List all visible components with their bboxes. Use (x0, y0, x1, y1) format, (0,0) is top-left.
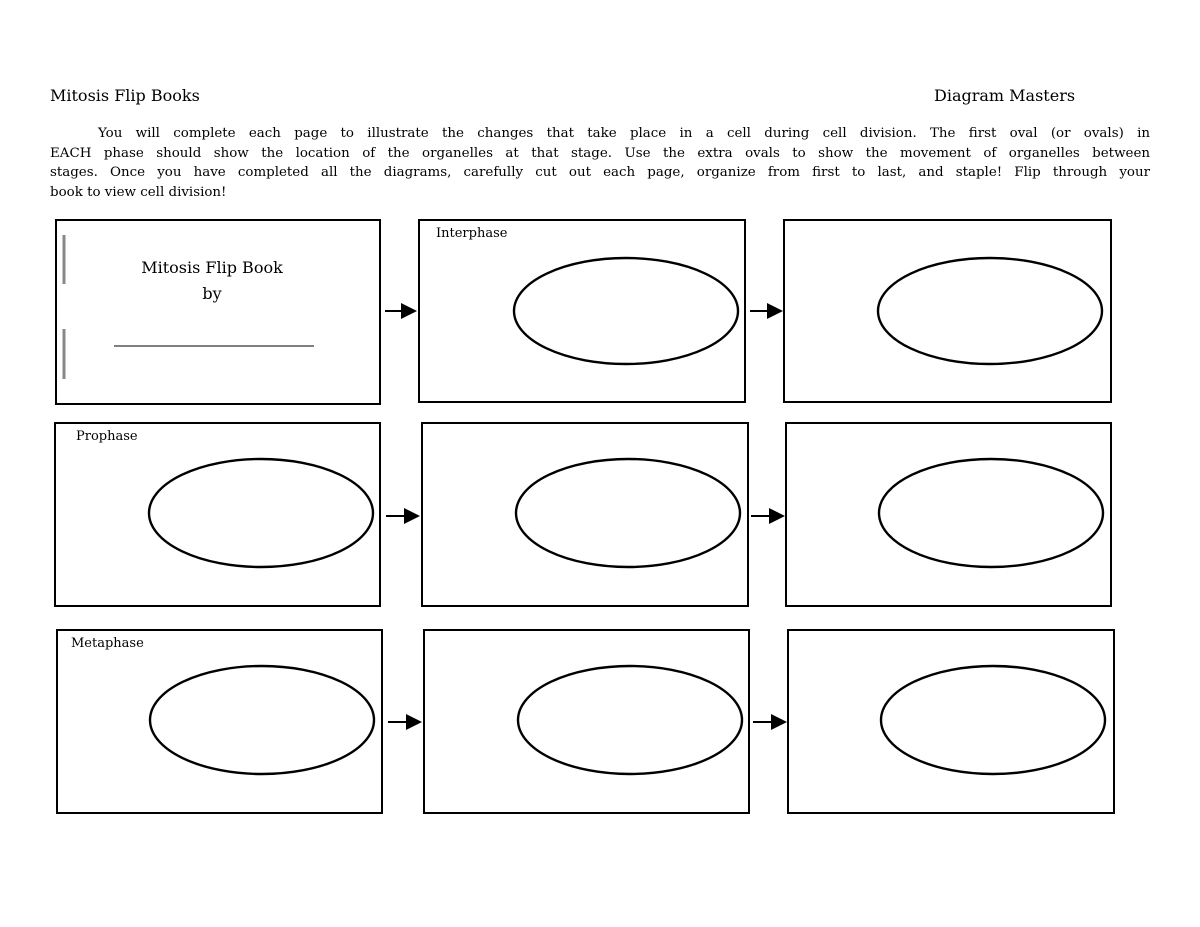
page-box (57, 630, 382, 813)
cell-oval (879, 459, 1103, 567)
page-box (55, 423, 380, 606)
instruction-line: EACH phase should show the location of the organelles at that stage. Use the extra ovals to show the movement of organelles between (50, 145, 1150, 161)
phase-label-prophase: Prophase (76, 429, 138, 444)
cell-oval (881, 666, 1105, 774)
page-box (419, 220, 745, 402)
phase-label-metaphase: Metaphase (71, 636, 144, 651)
page-box (784, 220, 1111, 402)
cell-oval (514, 258, 738, 364)
instruction-line: stages. Once you have completed all the diagrams, carefully cut out each page, organize from first to last, and staple! Flip through your (50, 165, 1150, 181)
page-box (424, 630, 749, 813)
document-subtitle: Diagram Masters (934, 86, 1076, 105)
document-title: Mitosis Flip Books (50, 86, 200, 105)
cell-oval (150, 666, 374, 774)
instruction-line: You will complete each page to illustrate the changes that take place in a cell during cell division. The first oval (or ovals) in (98, 126, 1150, 141)
instruction-line: book to view cell division! (50, 184, 227, 200)
phase-label-interphase: Interphase (436, 226, 508, 241)
cell-oval (516, 459, 740, 567)
page-box (788, 630, 1114, 813)
page-box (786, 423, 1111, 606)
cell-oval (518, 666, 742, 774)
page-box (422, 423, 748, 606)
cell-oval (878, 258, 1102, 364)
cover-by: by (202, 284, 222, 303)
cover-page-box (56, 220, 380, 404)
cell-oval (149, 459, 373, 567)
cover-title: Mitosis Flip Book (141, 258, 283, 277)
